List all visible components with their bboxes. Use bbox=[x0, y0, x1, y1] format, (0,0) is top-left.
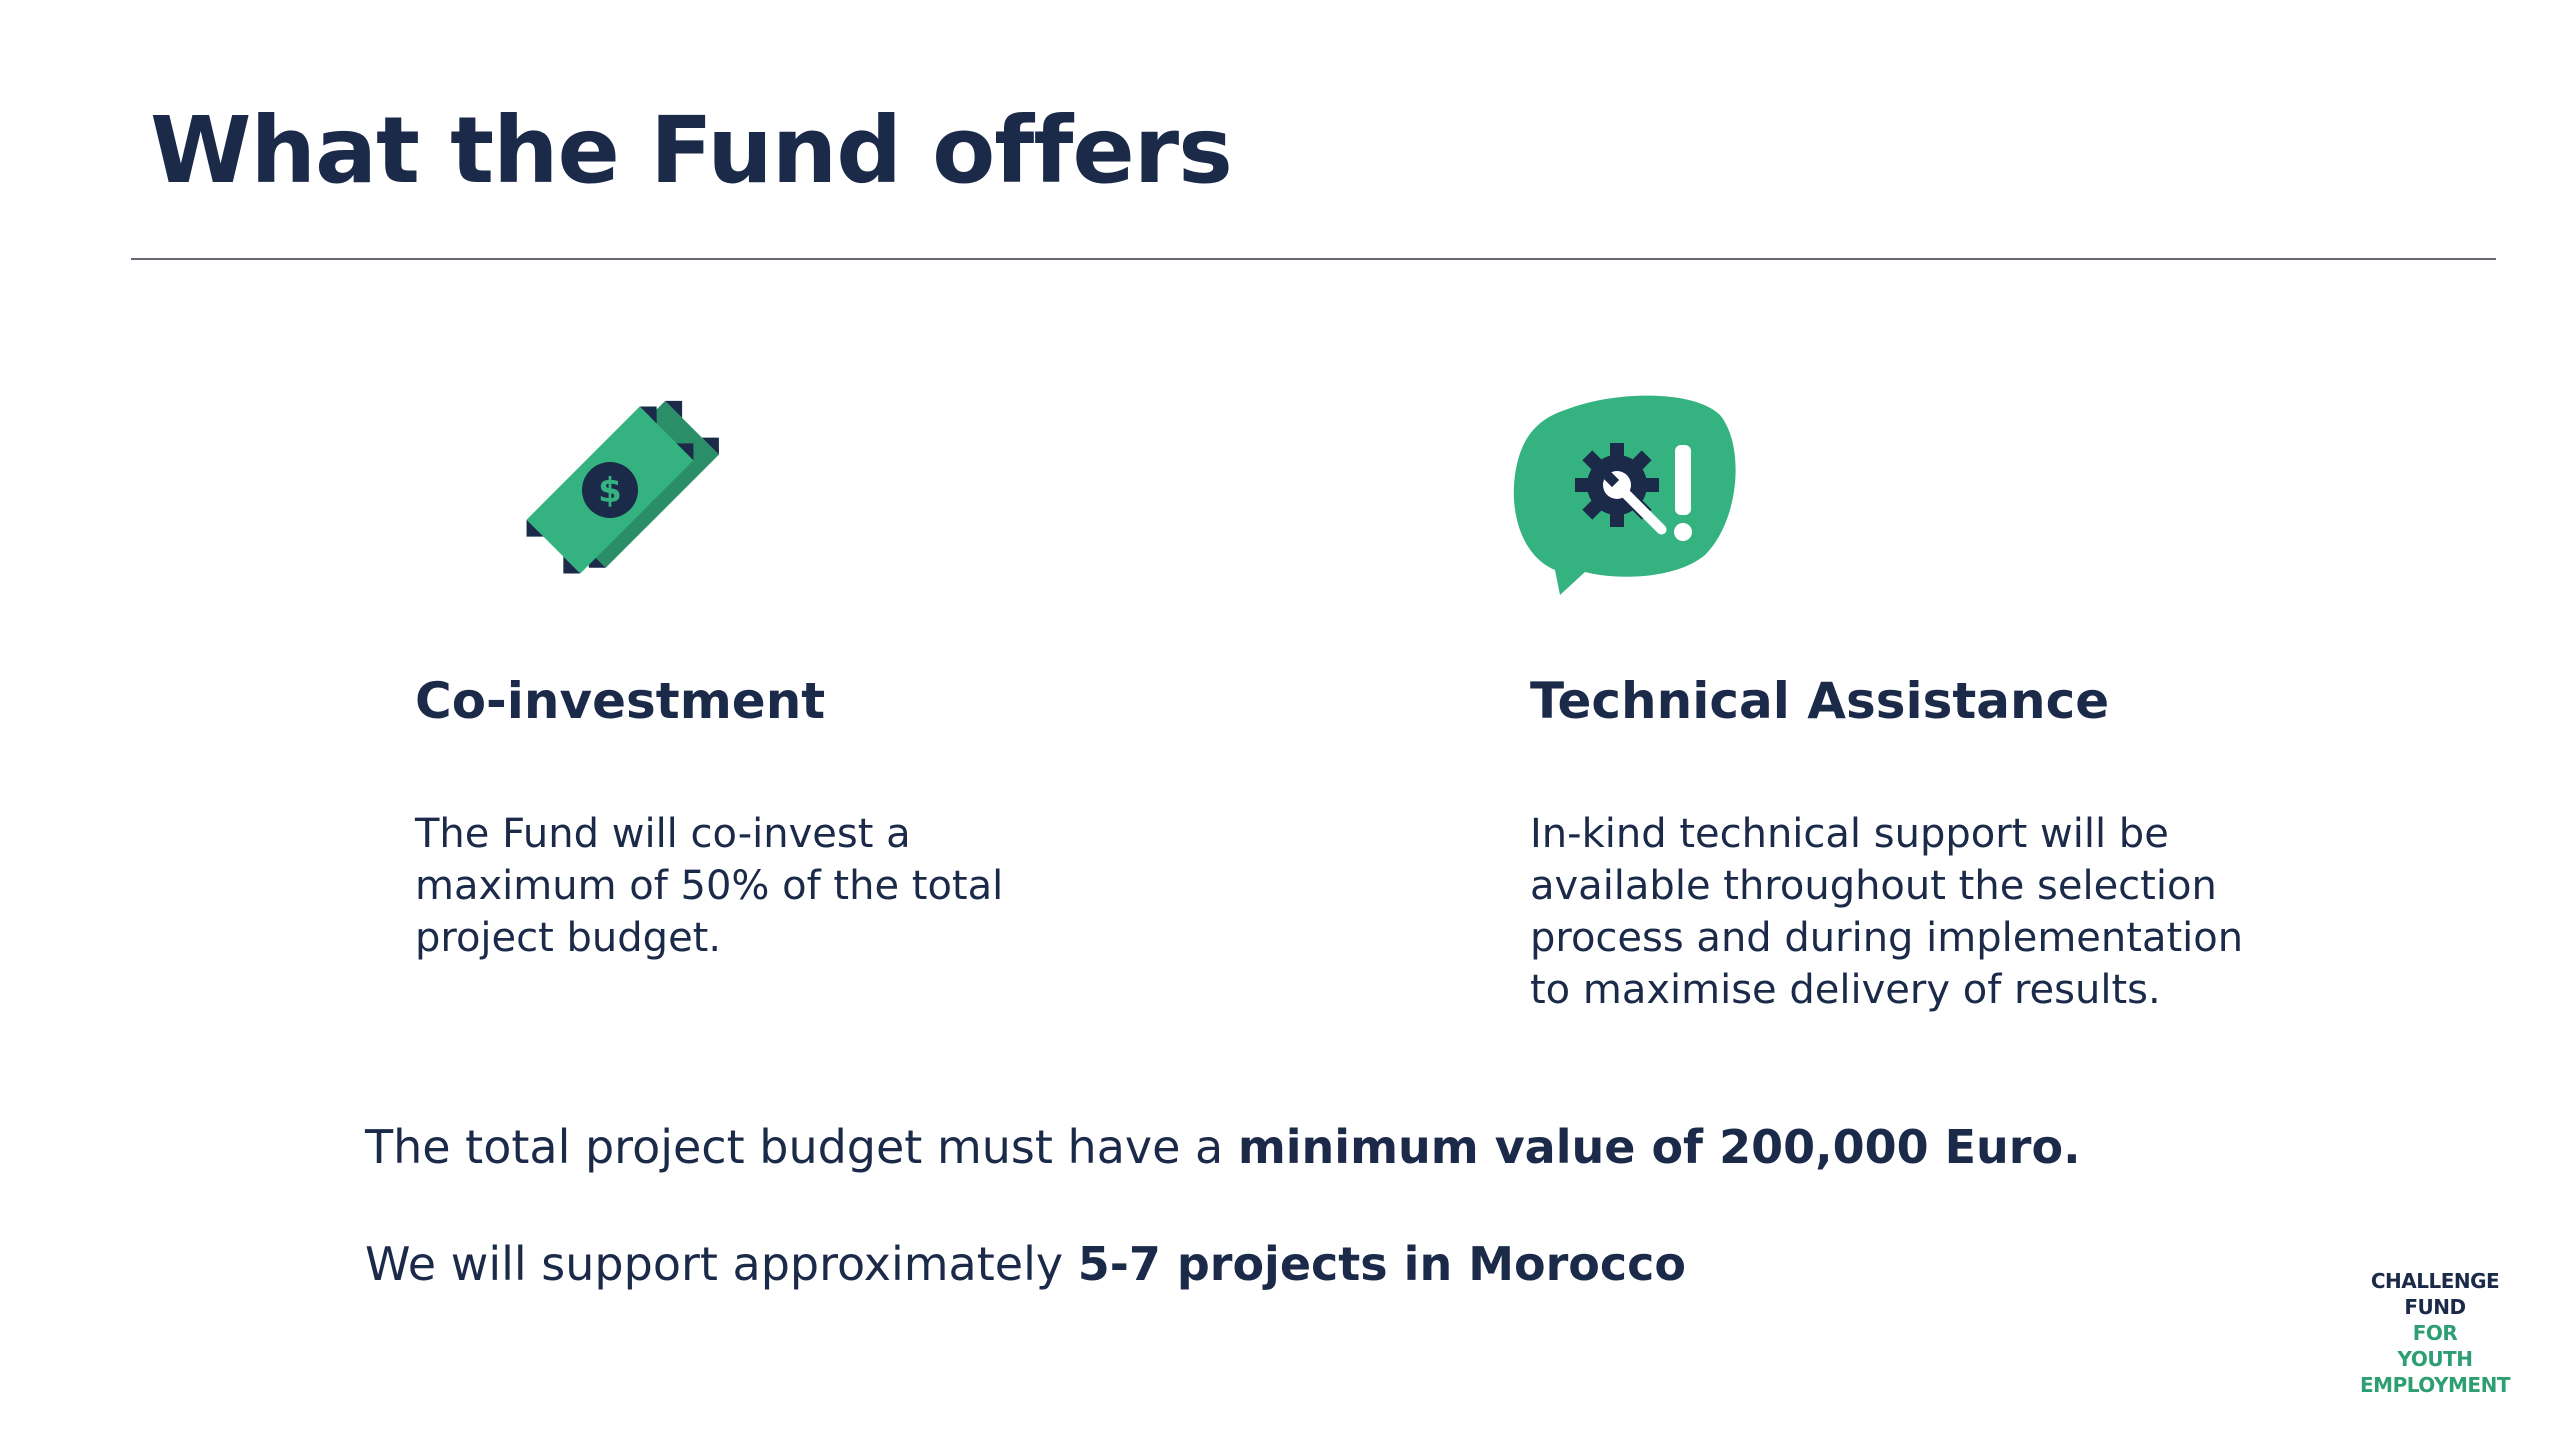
technical-assistance-heading: Technical Assistance bbox=[1530, 672, 2110, 730]
projects-statement-emphasis: 5-7 projects in Morocco bbox=[1077, 1237, 1687, 1291]
budget-statement-text: The total project budget must have a bbox=[365, 1120, 1238, 1174]
logo-line-employment: EMPLOYMENT bbox=[2360, 1373, 2510, 1397]
svg-text:$: $ bbox=[598, 471, 622, 511]
co-investment-description: The Fund will co-invest a maximum of 50% of the total project budget. bbox=[415, 811, 1004, 961]
logo-line-for: FOR bbox=[2412, 1321, 2458, 1345]
budget-statement bbox=[365, 1120, 2081, 1174]
title-divider bbox=[131, 258, 2496, 260]
money-bills-icon bbox=[480, 380, 740, 600]
technical-support-icon bbox=[1505, 390, 1745, 600]
co-investment-heading: Co-investment bbox=[415, 672, 826, 730]
technical-assistance-description: In-kind technical support will be available throughout the selection process and during implementation to maximise delivery of results. bbox=[1530, 811, 2244, 1013]
slide-title: What the Fund offers bbox=[150, 97, 1232, 204]
budget-statement-emphasis: minimum value of 200,000 Euro. bbox=[1237, 1120, 2081, 1174]
logo-line-challenge: CHALLENGE bbox=[2370, 1269, 2500, 1293]
challenge-fund-logo bbox=[2350, 1268, 2520, 1398]
logo-line-fund: FUND bbox=[2404, 1295, 2466, 1319]
projects-statement-text: We will support approximately bbox=[365, 1237, 1078, 1291]
projects-statement bbox=[365, 1237, 1686, 1291]
logo-line-youth: YOUTH bbox=[2397, 1347, 2473, 1371]
